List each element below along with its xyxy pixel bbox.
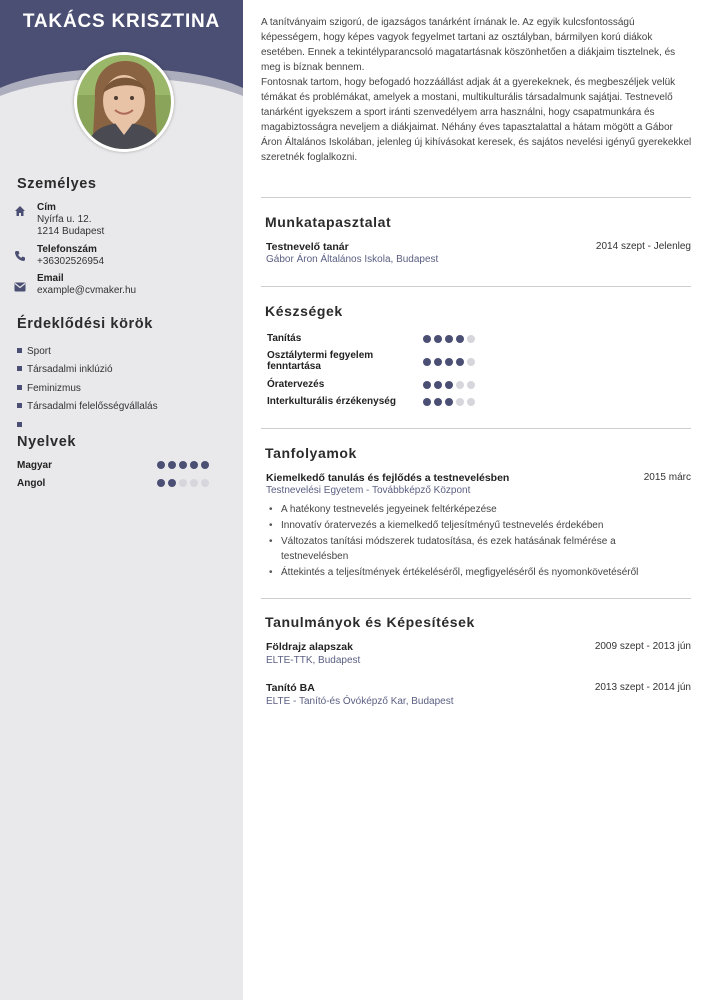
degree-school: ELTE - Tanító-és Óvóképző Kar, Budapest xyxy=(266,696,454,707)
section-divider xyxy=(261,598,691,599)
level-dot-filled xyxy=(456,358,464,366)
contact-label: Email xyxy=(37,273,64,284)
skill-row xyxy=(267,396,567,408)
level-dot-filled xyxy=(168,461,176,469)
interests-section-title: Érdeklődési körök xyxy=(17,316,153,332)
level-dot-filled xyxy=(434,335,442,343)
section-divider xyxy=(261,197,691,198)
level-dot-empty xyxy=(201,479,209,487)
skill-name: Osztálytermi fegyelem fenntartása xyxy=(267,350,374,372)
language-row xyxy=(17,460,227,471)
level-dot-filled xyxy=(157,461,165,469)
language-level-dots xyxy=(157,461,212,472)
interest-item xyxy=(17,420,27,431)
list-item: • A hatékony testnevelés jegyeinek feltérképezése xyxy=(269,502,699,517)
phone-icon xyxy=(14,249,28,261)
profile-summary xyxy=(261,15,693,165)
section-divider xyxy=(261,428,691,429)
skill-level-dots xyxy=(423,381,478,392)
level-dot-filled xyxy=(201,461,209,469)
level-dot-empty xyxy=(467,335,475,343)
education-section-title: Tanulmányok és Képesítések xyxy=(265,614,475,630)
phone-value[interactable]: +36302526954 xyxy=(37,256,105,267)
experience-section-title: Munkatapasztalat xyxy=(265,214,392,230)
level-dot-filled xyxy=(434,381,442,389)
level-dot-empty xyxy=(190,479,198,487)
level-dot-filled xyxy=(445,398,453,406)
courses-section-title: Tanfolyamok xyxy=(265,445,357,461)
job-title: Testnevelő tanár xyxy=(266,241,349,253)
level-dot-filled xyxy=(423,398,431,406)
level-dot-filled xyxy=(434,398,442,406)
personal-section-title: Személyes xyxy=(17,176,97,192)
interest-item xyxy=(17,346,51,357)
skill-level-dots xyxy=(423,358,478,369)
level-dot-empty xyxy=(179,479,187,487)
languages-section-title: Nyelvek xyxy=(17,434,77,450)
bullet-square-icon xyxy=(17,422,22,427)
interest-label: Feminizmus xyxy=(27,383,81,394)
interest-label: Sport xyxy=(27,346,51,357)
skill-row xyxy=(267,379,567,391)
address-line-1: Nyírfa u. 12. xyxy=(37,214,92,225)
interest-item xyxy=(17,364,113,375)
summary-text: A tanítványaim szigorú, de igazságos tanárként írnának le. Az egyik kulcsfontosságú képességem, hogy képes vagyok fegyelmet tartani az osztályban, bármilyen korú diákok esetében. Ennek a tekintélyparancsoló magatartásnak köszönhetően a diákjaim tisztelnek, és meg is bíznak bennem. Fontosnak tartom, hogy befogadó hozzáállást adjak át a gyerekeknek, és megbeszéljek velük témákat és problémákat, amelyek a mostani, multikulturális társadalmunk sajátjai. Testnevelő tanárként igyekszem a sport iránti szenvedélyem arra használni, hogy csapatmunkára és magabiztosságra neveljem a diákjaimat. Néhány éves tapasztalattal a hátam mögött a Gábor Áron Általános Iskolában, jelenleg új kihívásokat keresek, és sajátos nevelési igényű gyerekekkel szeretnék foglalkozni. xyxy=(261,17,692,163)
level-dot-filled xyxy=(423,358,431,366)
level-dot-empty xyxy=(456,381,464,389)
skills-section-title: Készségek xyxy=(265,303,343,319)
skill-name: Interkulturális érzékenység xyxy=(267,396,396,407)
skill-row xyxy=(267,333,567,345)
bullet-square-icon xyxy=(17,366,22,371)
level-dot-filled xyxy=(168,479,176,487)
language-name: Magyar xyxy=(17,460,53,471)
level-dot-filled xyxy=(423,381,431,389)
skill-level-dots xyxy=(423,398,478,409)
level-dot-filled xyxy=(445,358,453,366)
level-dot-filled xyxy=(434,358,442,366)
course-title: Kiemelkedő tanulás és fejlődés a testnevelésben xyxy=(266,472,510,484)
skill-name: Óratervezés xyxy=(267,379,325,390)
skill-row xyxy=(267,350,567,374)
sidebar xyxy=(0,0,243,1000)
degree-school: ELTE-TTK, Budapest xyxy=(266,655,361,666)
list-item: • Innovatív óratervezés a kiemelkedő teljesítményű testnevelés érdekében xyxy=(269,518,699,533)
level-dot-filled xyxy=(179,461,187,469)
skill-name: Tanítás xyxy=(267,333,302,344)
home-icon xyxy=(14,204,28,216)
interest-label: Társadalmi felelősségvállalás xyxy=(27,401,158,412)
level-dot-filled xyxy=(423,335,431,343)
profile-photo xyxy=(74,52,174,152)
degree-title: Földrajz alapszak xyxy=(266,641,353,653)
interest-item xyxy=(17,401,158,412)
level-dot-empty xyxy=(467,358,475,366)
skill-level-dots xyxy=(423,335,478,346)
interest-item xyxy=(17,383,81,394)
level-dot-empty xyxy=(456,398,464,406)
level-dot-filled xyxy=(445,335,453,343)
bullet-square-icon xyxy=(17,385,22,390)
level-dot-empty xyxy=(467,398,475,406)
address-line-2: 1214 Budapest xyxy=(37,226,105,237)
mail-icon xyxy=(14,279,28,291)
contact-label: Cím xyxy=(37,202,56,213)
level-dot-empty xyxy=(467,381,475,389)
bullet-square-icon xyxy=(17,403,22,408)
job-employer: Gábor Áron Általános Iskola, Budapest xyxy=(266,254,439,265)
interest-label: Társadalmi inklúzió xyxy=(27,364,113,375)
contact-label: Telefonszám xyxy=(37,244,97,255)
course-bullet-list xyxy=(269,502,699,581)
section-divider xyxy=(261,286,691,287)
level-dot-filled xyxy=(157,479,165,487)
level-dot-filled xyxy=(190,461,198,469)
level-dot-filled xyxy=(445,381,453,389)
list-item: • Áttekintés a teljesítmények értékeléséről, megfigyeléséről és nyomonkövetéséről xyxy=(269,565,699,580)
degree-date: 2009 szept - 2013 jún xyxy=(594,641,691,652)
list-item: • Változatos tanítási módszerek tudatosítása, és ezek hatásának felmérése a testnevelésben xyxy=(269,534,641,564)
job-date: 2014 szept - Jelenleg xyxy=(595,241,691,252)
language-row xyxy=(17,478,227,489)
email-value[interactable]: example@cvmaker.hu xyxy=(37,285,137,296)
language-level-dots xyxy=(157,479,212,490)
language-name: Angol xyxy=(17,478,46,489)
degree-date: 2013 szept - 2014 jún xyxy=(594,682,691,693)
degree-title: Tanító BA xyxy=(266,682,315,694)
main-content xyxy=(243,0,707,1000)
bullet-square-icon xyxy=(17,348,22,353)
course-date: 2015 márc xyxy=(643,472,691,483)
level-dot-filled xyxy=(456,335,464,343)
candidate-name: TAKÁCS KRISZTINA xyxy=(22,11,221,32)
course-provider: Testnevelési Egyetem - Továbbképző Központ xyxy=(266,485,471,496)
